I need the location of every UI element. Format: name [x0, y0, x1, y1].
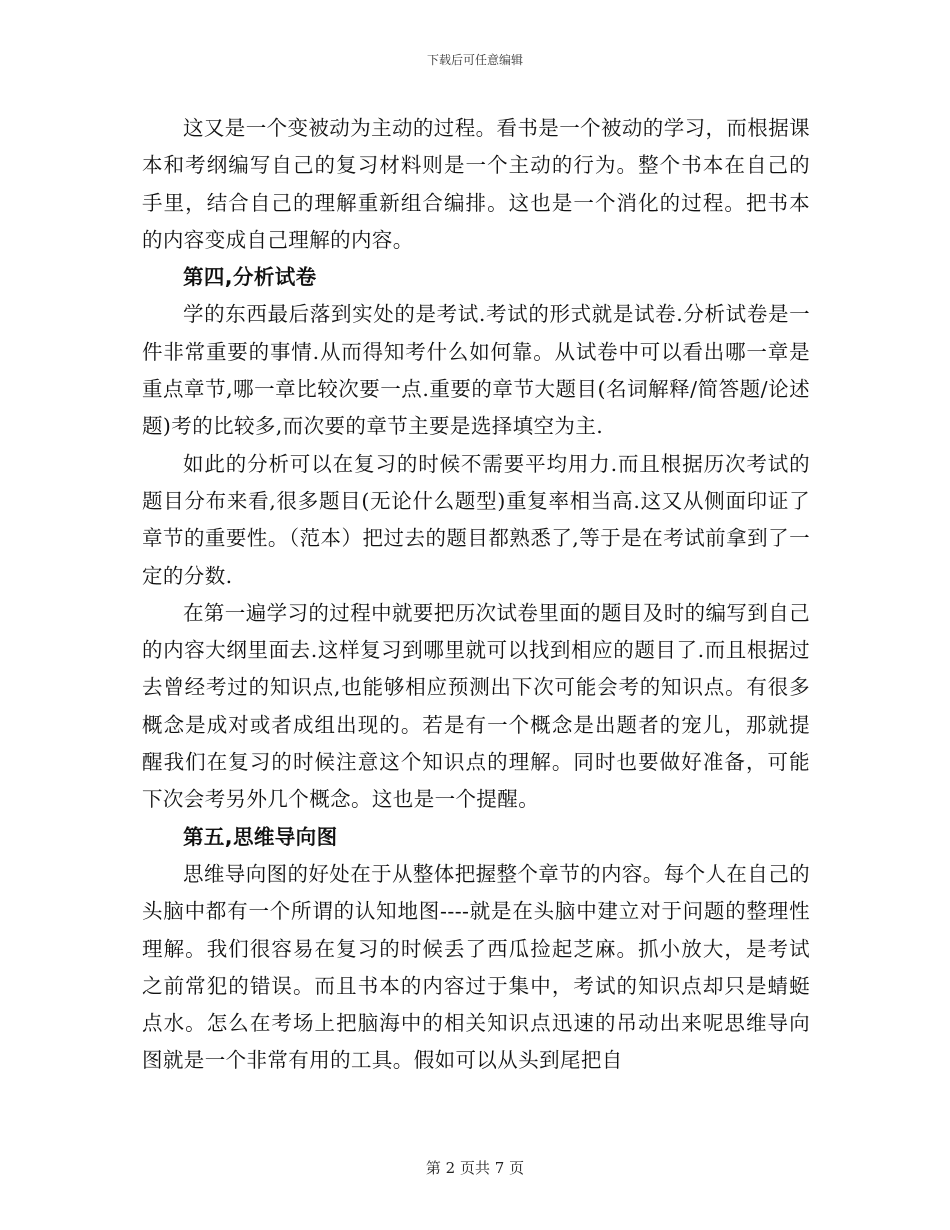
- paragraph-mind-map: 思维导向图的好处在于从整体把握整个章节的内容。每个人在自己的头脑中都有一个所谓的认知地图----就是在头脑中建立对于问题的整理性理解。我们很容易在复习的时候丢了西瓜捡起芝麻。抓小放大，是考试之前常犯的错误。而且书本的内容过于集中，考试的知识点却只是蜻蜓点水。怎么在考场上把脑海中的相关知识点迅速的吊动出来呢思维导向图就是一个非常有用的工具。假如可以从头到尾把自: [142, 861, 810, 1073]
- paragraph-analysis-benefit: 如此的分析可以在复习的时候不需要平均用力.而且根据历次考试的题目分布来看,很多题目(无论什么题型)重复率相当高.这又从侧面印证了章节的重要性。（范本）把过去的题目都熟悉了,等于是在考试前拿到了一定的分数.: [142, 451, 810, 588]
- page-header: 下载后可任意编辑: [426, 53, 523, 67]
- paragraph-analyze-papers: 学的东西最后落到实处的是考试.考试的形式就是试卷.分析试卷是一件非常重要的事情.从而得知考什么如何靠。从试卷中可以看出哪一章是重点章节,哪一章比较次要一点.重要的章节大题目(名词解释/简答题/论述题)考的比较多,而次要的章节主要是选择填空为主.: [142, 302, 810, 439]
- paragraph-active-review: 这又是一个变被动为主动的过程。看书是一个被动的学习，而根据课本和考纲编写自己的复习材料则是一个主动的行为。整个书本在自己的手里，结合自己的理解重新组合编排。这也是一个消化的过程。把书本的内容变成自己理解的内容。: [142, 116, 810, 252]
- document-body: [142, 110, 810, 1080]
- section-heading-analyze-papers: 第四,分析试卷: [183, 265, 317, 290]
- paragraph-first-pass-study: 在第一遍学习的过程中就要把历次试卷里面的题目及时的编写到自己的内容大纲里面去.这样复习到哪里就可以找到相应的题目了.而且根据过去曾经考过的知识点,也能够相应预测出下次可能会考的知识点。有很多概念是成对或者成组出现的。若是有一个概念是出题者的宠儿，那就提醒我们在复习的时候注意这个知识点的理解。同时也要做好准备，可能下次会考另外几个概念。这也是一个提醒。: [142, 600, 810, 812]
- section-heading-mind-map: 第五,思维导向图: [183, 824, 338, 849]
- page-number-footer: 第 2 页共 7 页: [425, 1159, 525, 1177]
